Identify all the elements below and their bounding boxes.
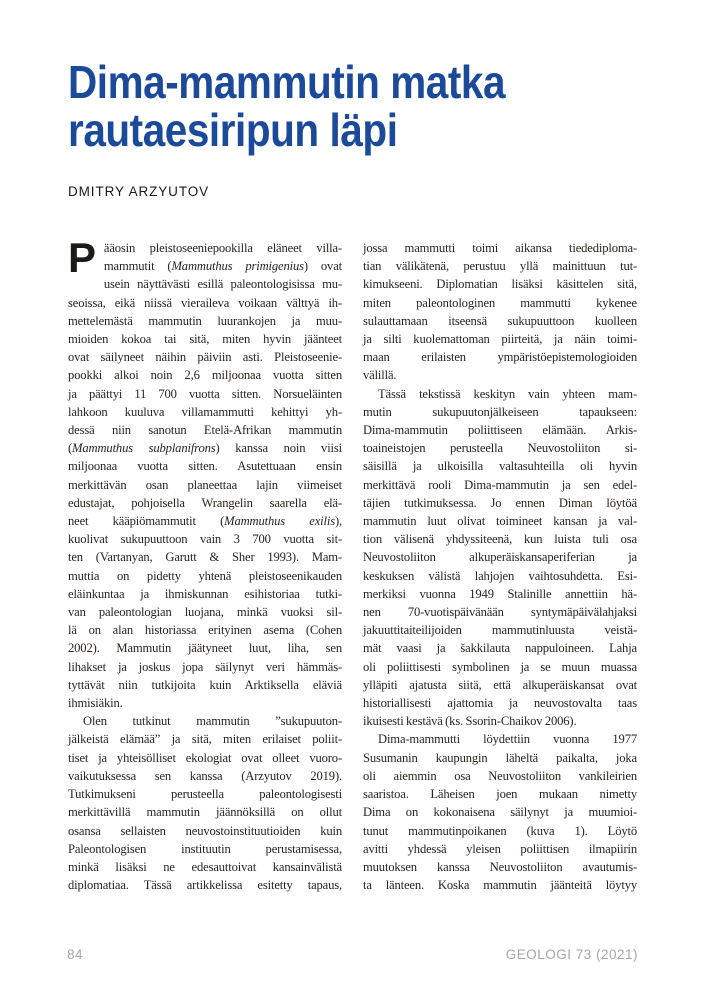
- text-line: jakuuttitaiteilijoiden mammutinluusta veistä-: [363, 623, 637, 638]
- drop-cap: P: [68, 234, 96, 281]
- paragraph: [68, 234, 342, 712]
- text-line: mammutit (Mammuthus primigenius) ovat: [103, 259, 342, 274]
- text-line: Paleontologisen instituutin perustamisessa,: [68, 841, 342, 856]
- text-line: täjien tutkimuksessa. Jo ennen Diman löytöä: [363, 495, 637, 510]
- page-number: 84: [67, 947, 84, 962]
- text-line: vaikutuksessa sen kanssa (Arzyutov 2019).: [68, 768, 342, 783]
- text-line: edustajat, pohjoisella Wrangelin saarella elä-: [68, 495, 342, 510]
- text-line: mutin sukupuutonjälkeiseen tapaukseen:: [363, 404, 637, 419]
- text-line: diplomatiaa. Tässä artikkelissa esitetty tapaus,: [68, 878, 342, 893]
- text-line: tyttävät niin tutkijoita kuin Arktiksella eläviä: [68, 677, 342, 692]
- text-line: tion välisenä yhdyssiteenä, kun luista tuli osa: [363, 532, 637, 547]
- text-line: lahkoon kuuluva villamammutti kehittyi yh-: [68, 404, 342, 419]
- text-line: mioiden kokoa tai sitä, miten hyvin jäänteet: [68, 332, 342, 347]
- text-line: mät vaasi ja šakkilauta nappuloineen. Lahja: [363, 641, 637, 656]
- text-line: dessä niin sanotun Etelä-Afrikan mammutin: [68, 423, 342, 438]
- text-line: miljoonaa vuotta sitten. Asutettuaan ensin: [68, 459, 342, 474]
- text-line: minkä lisäksi ne edesauttoivat kansainvälistä: [68, 859, 342, 874]
- text-line: mettelemästä mammutin luurankojen ja muu-: [68, 313, 342, 328]
- text-line: Tässä tekstissä keskityn vain yhteen mam-: [378, 386, 637, 401]
- paragraph: [363, 730, 637, 894]
- column-right: [363, 239, 637, 894]
- column-left: [68, 234, 342, 894]
- text-line: keskuksen välistä lahjojen vaihtosuhdetta. Esi-: [363, 568, 637, 583]
- text-line: nen 70-vuotispäivänään syntymäpäivälahjaksi: [363, 605, 637, 620]
- text-line: Dima-mammutti löydettiin vuonna 1977: [378, 732, 637, 747]
- text-line: välillä.: [363, 368, 397, 383]
- text-line: ten (Vartanyan, Garutt & Sher 1993). Mam-: [68, 550, 342, 565]
- text-line: neet kääpiömammutit (Mammuthus exilis),: [68, 514, 342, 529]
- text-line: merkiksi vuonna 1949 Stalinille annettiin hä-: [363, 586, 637, 601]
- text-line: historiallisesti ajattomia ja neuvostovalta taas: [363, 696, 637, 711]
- article-title: [68, 58, 570, 154]
- text-line: tiset ja yhteisölliset ekologiat ovat olleet vuoro-: [68, 750, 342, 765]
- text-line: 2002). Mammutin jäätyneet luut, liha, sen: [68, 641, 342, 656]
- paragraph: [363, 239, 637, 385]
- text-line: pookki alkoi noin 2,6 miljoonaa vuotta sitten: [68, 368, 342, 383]
- text-line: oli poliittisesti symbolinen ja se muun muassa: [363, 659, 637, 674]
- page-footer: [67, 947, 638, 962]
- text-line: ääosin pleistoseeniepookilla eläneet villa-: [103, 241, 342, 255]
- text-line: osansa sellaisten neuvostoinstituutioiden kuin: [68, 823, 342, 838]
- text-line: kimukseeni. Diplomatian lisäksi käsittelen sitä,: [363, 277, 637, 292]
- text-line: ja silti kuolemattoman piirteitä, ja näin toimi-: [363, 332, 637, 347]
- text-line: saaristoa. Läheisen joen mukaan nimetty: [363, 787, 637, 802]
- text-line: (Mammuthus subplanifrons) kanssa noin viisi: [68, 441, 342, 456]
- text-line: van paleontologian luojana, minkä vuoksi sil-: [68, 605, 342, 620]
- text-line: oli aiemmin osa Neuvostoliiton vankileirien: [363, 768, 637, 783]
- text-line: Neuvostoliiton alkuperäiskansaperiferian ja: [363, 550, 637, 565]
- text-line: seoissa, eikä niissä vieraileva voikaan välttyä ih-: [68, 295, 342, 310]
- paragraph: [363, 385, 637, 731]
- text-line: toaineistojen perusteella Neuvostoliiton si-: [363, 441, 637, 456]
- text-line: Dima on kokonaisena säilynyt ja muumioi-: [363, 805, 637, 820]
- text-line: ta länteen. Koska mammutin jäänteitä löytyy: [363, 878, 637, 893]
- text-line: Susumanin kaupungin läheltä paikalta, joka: [363, 750, 637, 765]
- text-line: ikuisesti kestävä (ks. Ssorin-Chaikov 2006).: [363, 714, 577, 729]
- text-line: lä on alan historiassa erityinen asema (Cohen: [68, 623, 342, 638]
- text-line: sulauttamaan itseensä sukupuuttoon kuolleen: [363, 313, 637, 328]
- text-line: jälkeistä elämää” ja sitä, miten erilaiset poliit-: [68, 732, 342, 747]
- text-line: ihmisiäkin.: [68, 696, 123, 711]
- text-line: säisillä ja ulkoisilla valtasuhteilla oli hyvin: [363, 459, 637, 474]
- paragraph: [68, 712, 342, 894]
- text-line: usein näyttävästi esillä paleontologisissa mu-: [103, 277, 342, 292]
- journal-footer: GEOLOGI 73 (2021): [505, 947, 638, 962]
- text-line: Dima-mammutin poliittiseen elämään. Arkis-: [363, 423, 637, 438]
- text-line: maan erilaisten ympäristöepistemologioiden: [363, 350, 637, 365]
- article-title-line-1: Dima-mammutin matka: [68, 56, 506, 108]
- text-line: ja päättyi 11 700 vuotta sitten. Norsueläinten: [68, 386, 342, 401]
- text-line: ylläpiti ajatusta siitä, että alkuperäiskansat ovat: [363, 677, 637, 692]
- text-line: ovat säilyneet näihin päiviin asti. Pleistoseenie-: [68, 350, 342, 365]
- text-line: muttia on pidetty yhtenä pleistoseenikauden: [68, 568, 342, 583]
- text-line: muutoksen kanssa Neuvostoliiton avautumis-: [363, 859, 637, 874]
- text-line: tian välikätenä, perustuu yllä mainittuun tut-: [363, 259, 637, 274]
- text-line: merkittävillä mammutin jäännöksillä on ollut: [68, 805, 342, 820]
- text-line: kuolivat sukupuuttoon vain 3 700 vuotta sit-: [68, 532, 342, 547]
- text-line: eläinkuntaa ja ihmiskunnan esihistoriaa tutki-: [68, 586, 342, 601]
- text-line: merkittävän osan planeettaa lajin viimeiset: [68, 477, 342, 492]
- article-body: [68, 234, 638, 894]
- text-line: lihakset ja joskus jopa säilynyt veri hämmäs-: [68, 659, 342, 674]
- text-line: tunut mammutinpoikanen (kuva 1). Löytö: [363, 823, 637, 838]
- article-title-line-2: rautaesiripun läpi: [68, 104, 398, 156]
- text-line: Tutkimukseni perusteella paleontologisesti: [68, 787, 342, 802]
- text-line: miten paleontologinen mammutti kykenee: [363, 295, 637, 310]
- text-line: Olen tutkinut mammutin ”sukupuuton-: [83, 714, 342, 729]
- author-name: DMITRY ARZYUTOV: [68, 184, 210, 199]
- text-line: merkittävä rooli Dima-mammutin ja sen edel-: [363, 477, 637, 492]
- text-line: jossa mammutti toimi aikansa tiedediploma-: [363, 241, 637, 255]
- text-line: avitti yhdessä yleisen poliittisen ilmapiirin: [363, 841, 637, 856]
- text-line: mammutin luut olivat toimineet kansan ja val-: [363, 514, 637, 529]
